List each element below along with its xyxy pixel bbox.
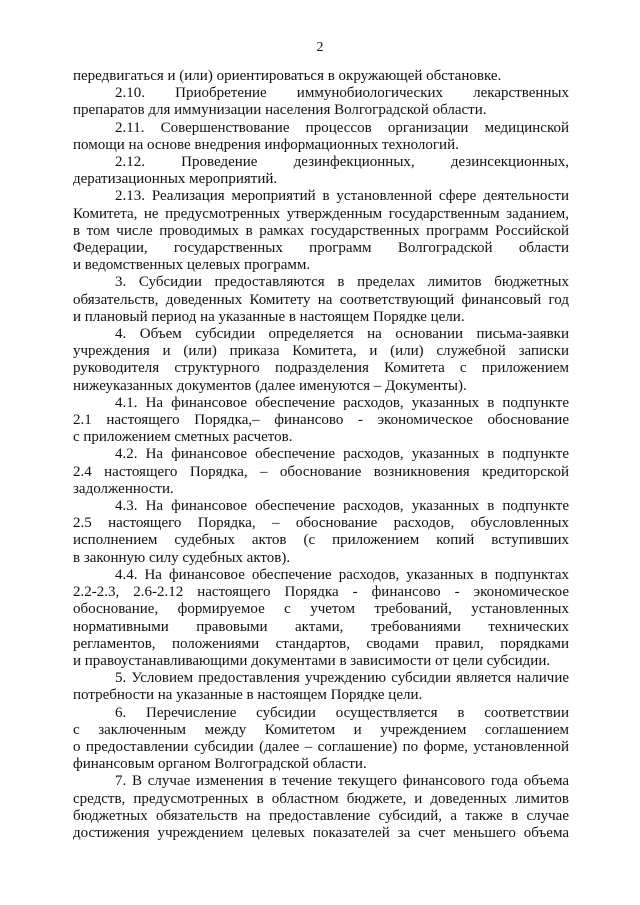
- text-line: задолженности.: [73, 480, 174, 497]
- paragraph: [73, 68, 569, 85]
- page-number: 2: [316, 40, 324, 55]
- text-line: достижения учреждением целевых показателей за счет меньшего объема: [73, 824, 569, 841]
- text-line: и правоустанавливающими документами в зависимости от цели субсидии.: [73, 652, 551, 669]
- text-line: учреждения и (или) приказа Комитета, и (или) служебной записки: [73, 343, 569, 360]
- text-line: препаратов для иммунизации населения Волгоградской области.: [73, 102, 487, 119]
- document-body: [73, 68, 569, 842]
- text-line: и плановый период на указанные в настоящем Порядке цели.: [73, 308, 465, 325]
- paragraph: [73, 567, 569, 670]
- text-line: Федерации, государственных программ Волгоградской области: [73, 240, 569, 257]
- paragraph: [73, 85, 569, 119]
- text-line: 2.13. Реализация мероприятий в установленной сфере деятельности: [115, 188, 569, 205]
- text-line: 2.1 настоящего Порядка,– финансово - экономическое обоснование: [73, 412, 569, 429]
- text-line: 2.5 настоящего Порядка, – обоснование расходов, обусловленных: [73, 515, 569, 532]
- paragraph: [73, 154, 569, 188]
- text-line: потребности на указанные в настоящем Порядке цели.: [73, 687, 423, 704]
- text-line: исполнением судебных актов (с приложением копий вступивших: [73, 532, 569, 549]
- text-line: 4.1. На финансовое обеспечение расходов, указанных в подпункте: [115, 394, 569, 411]
- text-line: 2.12. Проведение дезинфекционных, дезинсекционных,: [115, 154, 569, 171]
- paragraph: [73, 120, 569, 154]
- paragraph: [73, 188, 569, 274]
- text-line: 2.2-2.3, 2.6-2.12 настоящего Порядка - финансово - экономическое: [73, 584, 569, 601]
- text-line: бюджетных обязательств на предоставление субсидий, а также в случае: [73, 807, 569, 824]
- text-line: 2.4 настоящего Порядка, – обоснование возникновения кредиторской: [73, 463, 569, 480]
- text-line: 4.4. На финансовое обеспечение расходов, указанных в подпунктах: [115, 566, 569, 583]
- text-line: с приложением сметных расчетов.: [73, 429, 293, 446]
- text-line: с заключенным между Комитетом и учреждением соглашением: [73, 721, 569, 738]
- text-line: 5. Условием предоставления учреждению субсидии является наличие: [115, 670, 569, 687]
- text-line: финансовым органом Волгоградской области.: [73, 756, 367, 773]
- text-line: обязательств, доведенных Комитету на соответствующий финансовый год: [73, 291, 569, 308]
- text-line: 3. Субсидии предоставляются в пределах лимитов бюджетных: [115, 274, 569, 291]
- paragraph: [73, 274, 569, 326]
- text-line: 4.2. На финансовое обеспечение расходов, указанных в подпункте: [115, 446, 569, 463]
- paragraph: [73, 326, 569, 395]
- text-line: 4. Объем субсидии определяется на основании письма-заявки: [115, 326, 569, 343]
- paragraph: [73, 705, 569, 774]
- text-line: о предоставлении субсидии (далее – соглашение) по форме, установленной: [73, 738, 569, 755]
- text-line: средств, предусмотренных в областном бюджете, и доведенных лимитов: [73, 790, 569, 807]
- text-line: в том числе проводимых в рамках государственных программ Российской: [73, 222, 569, 239]
- text-line: руководителя структурного подразделения Комитета с приложением: [73, 360, 569, 377]
- text-line: дератизационных мероприятий.: [73, 171, 278, 188]
- text-line: в законную силу судебных актов).: [73, 549, 291, 566]
- text-line: нормативными правовыми актами, требованиями технических: [73, 618, 569, 635]
- paragraph: [73, 395, 569, 447]
- text-line: и ведомственных целевых программ.: [73, 257, 311, 274]
- text-line: обоснование, формируемое с учетом требований, установленных: [73, 601, 569, 618]
- text-line: 2.11. Совершенствование процессов организации медицинской: [115, 119, 569, 136]
- text-line: передвигаться и (или) ориентироваться в окружающей обстановке.: [73, 68, 502, 84]
- paragraph: [73, 773, 569, 842]
- text-line: 6. Перечисление субсидии осуществляется в соответствии: [115, 704, 569, 721]
- text-line: 2.10. Приобретение иммунобиологических лекарственных: [115, 85, 569, 102]
- text-line: 7. В случае изменения в течение текущего финансового года объема: [115, 773, 569, 790]
- text-line: 4.3. На финансовое обеспечение расходов, указанных в подпункте: [115, 498, 569, 515]
- paragraph: [73, 446, 569, 498]
- text-line: помощи на основе внедрения информационных технологий.: [73, 136, 459, 153]
- paragraph: [73, 670, 569, 704]
- text-line: нижеуказанных документов (далее именуются – Документы).: [73, 377, 467, 394]
- paragraph: [73, 498, 569, 567]
- text-line: регламентов, положениями стандартов, сводами правил, порядками: [73, 635, 569, 652]
- text-line: Комитета, не предусмотренных утвержденным государственным заданием,: [73, 205, 569, 222]
